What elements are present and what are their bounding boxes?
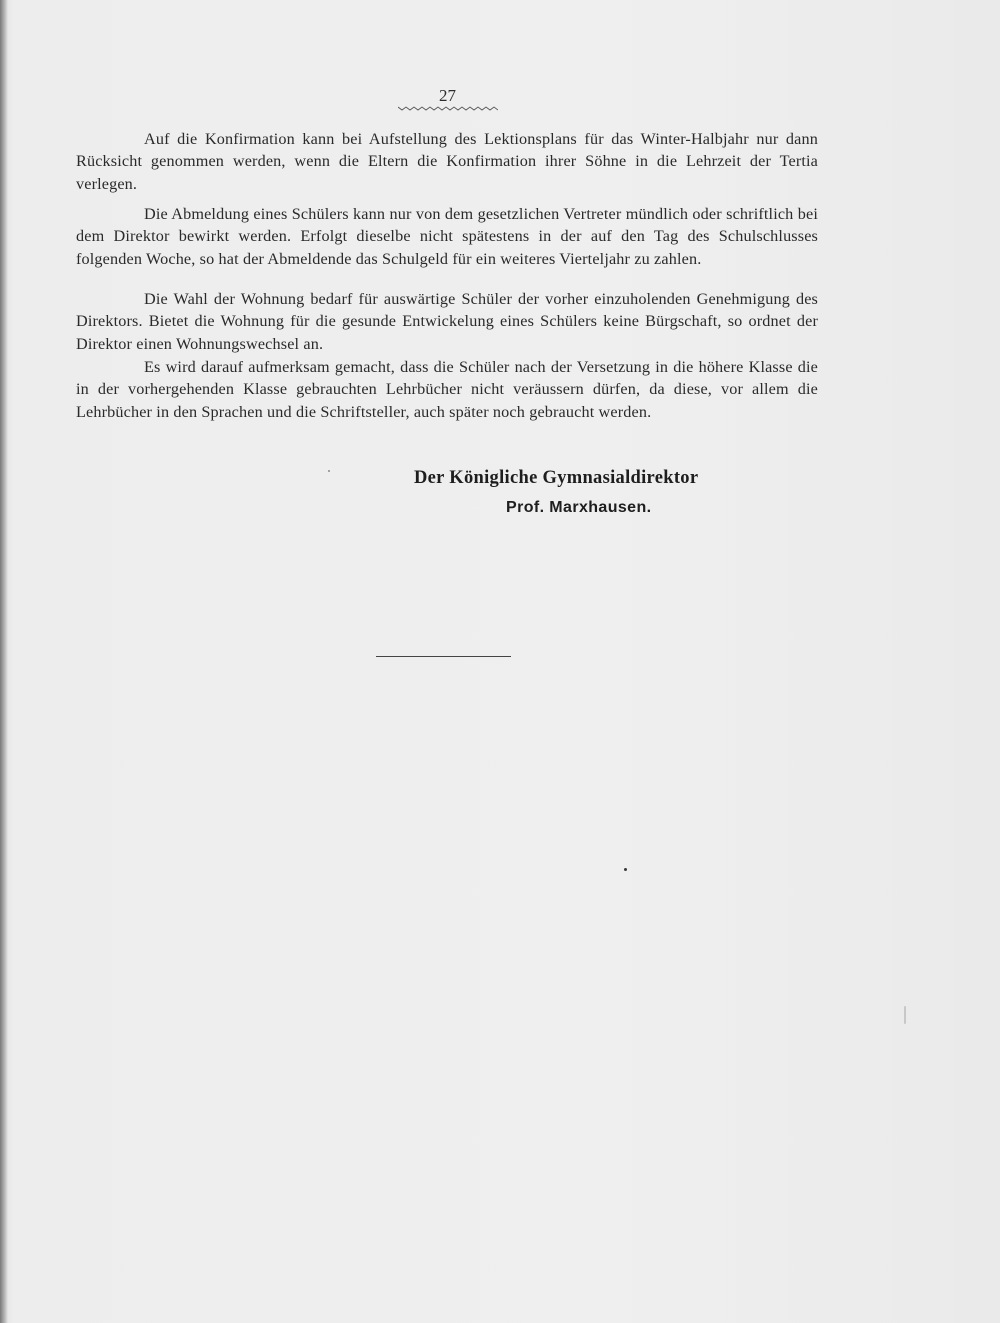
- ink-speck: [328, 470, 330, 472]
- signature-title: Der Königliche Gymnasialdirektor: [414, 468, 699, 488]
- page-number-ornament: [398, 104, 498, 112]
- page-binding-edge: [0, 0, 8, 1323]
- paragraph-abmeldung: Die Abmeldung eines Schülers kann nur von dem gesetzlichen Vertreter mündlich oder schriftlich bei dem Direktor bewirkt werden. Erfolgt dieselbe nicht spätestens in der auf den Tag des Schulschlusses folgenden Woche, so hat der Abmeldende das Schulgeld für ein weiteres Vierteljahr zu zahlen.: [76, 205, 818, 268]
- paragraph-lehrbuecher: Es wird darauf aufmerksam gemacht, dass die Schüler nach der Versetzung in die höhere Klasse die in der vorhergehenden Klasse gebrauchten Lehrbücher nicht veräussern dürfen, da diese, vor allem die Lehrbücher in den Sprachen und die Schriftsteller, auch später noch gebraucht werden.: [76, 358, 818, 421]
- page-number: 27: [439, 86, 456, 105]
- paper-mark: [904, 1006, 906, 1024]
- paragraph-wohnung: Die Wahl der Wohnung bedarf für auswärtige Schüler der vorher einzuholenden Genehmigung des Direktors. Bietet die Wohnung für die gesunde Entwickelung eines Schülers keine Bürgschaft, so ordnet der Direktor einen Wohnungswechsel an.: [76, 290, 818, 353]
- closing-rule: [376, 656, 511, 657]
- signature-name: Prof. Marxhausen.: [506, 499, 652, 516]
- paragraph-konfirmation: Auf die Konfirmation kann bei Aufstellung des Lektionsplans für das Winter-Halbjahr nur dann Rücksicht genommen werden, wenn die Eltern die Konfirmation ihrer Söhne in die Lehrzeit der Tertia verlegen.: [76, 130, 818, 193]
- ink-speck: [624, 868, 627, 871]
